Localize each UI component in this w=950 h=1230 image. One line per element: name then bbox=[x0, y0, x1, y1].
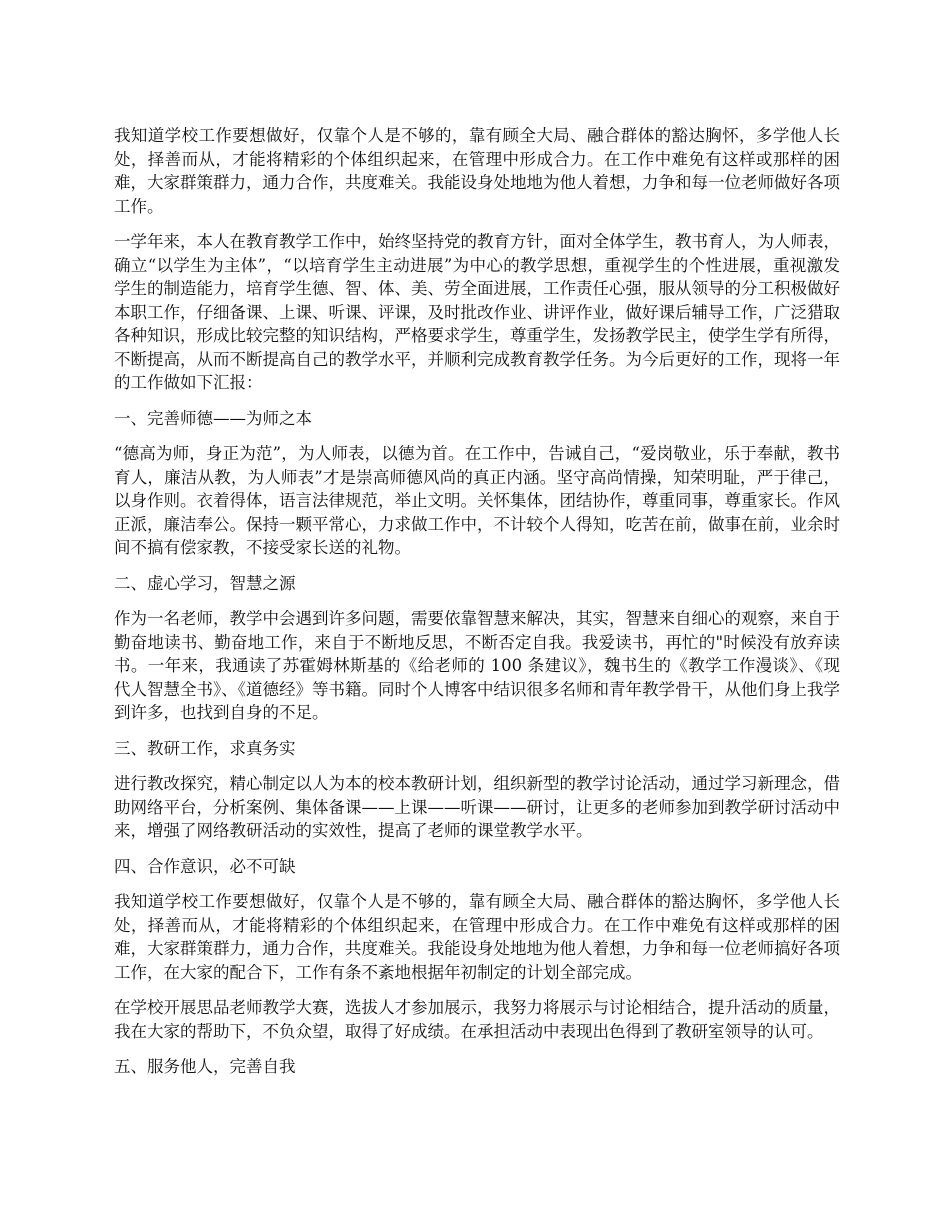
section-heading-5: 五、服务他人，完善自我 bbox=[114, 1057, 296, 1076]
paragraph-section-4a: 我知道学校工作要想做好，仅靠个人是不够的，靠有顾全大局、融合群体的豁达胸怀，多学他人长处，择善而从，才能将精彩的个体组织起来，在管理中形成合力。在工作中难免有这样或那样的困难，大家群策群力，通力合作，共度难关。我能设身处地地为他人着想，力争和每一位老师搞好各项工作，在大家的配合下，工作有条不紊地根据年初制定的计划全部完成。 bbox=[114, 892, 840, 982]
section-heading-3: 三、教研工作，求真务实 bbox=[114, 738, 296, 758]
section-heading-4: 四、合作意识，必不可缺 bbox=[114, 856, 296, 876]
section-heading-2: 二、虚心学习，智慧之源 bbox=[114, 573, 296, 593]
paragraph-section-1: “德高为师，身正为范”，为人师表，以德为首。在工作中，告诫自己，“爱岗敬业，乐于奉献，教书育人，廉洁从教，为人师表”才是崇高师德风尚的真正内涵。坚守高尚情操，知荣明耻，严于律己，以身作则。衣着得体，语言法律规范，举止文明。关怀集体，团结协作，尊重同事，尊重家长。作风正派，廉洁奉公。保持一颗平常心，力求做工作中，不计较个人得知，吃苦在前，做事在前，业余时间不搞有偿家教，不接受家长送的礼物。 bbox=[114, 444, 840, 557]
paragraph-section-2: 作为一名老师，教学中会遇到许多问题，需要依靠智慧来解决，其实，智慧来自细心的观察，来自于勤奋地读书、勤奋地工作，来自于不断地反思，不断否定自我。我爱读书，再忙的"时候没有放弃读书。一年来，我通读了苏霍姆林斯基的《给老师的 100 条建议》，魏书生的《教学工作漫谈》、《现代人智慧全书》、《道德经》等书籍。同时个人博客中结识很多名师和青年教学骨干，从他们身上我学到许多，也找到自身的不足。 bbox=[114, 609, 840, 722]
paragraph-intro-2: 一学年来，本人在教育教学工作中，始终坚持党的教育方针，面对全体学生，教书育人，为人师表，确立“以学生为主体”，“以培育学生主动进展”为中心的教学思想，重视学生的个性进展，重视激发学生的制造能力，培育学生德、智、体、美、劳全面进展，工作责任心强，服从领导的分工积极做好本职工作，仔细备课、上课、听课、评课，及时批改作业、讲评作业，做好课后辅导工作，广泛猎取各种知识，形成比较完整的知识结构，严格要求学生，尊重学生，发扬教学民主，使学生学有所得，不断提高，从而不断提高自己的教学水平，并顺利完成教育教学任务。为今后更好的工作，现将一年的工作做如下汇报： bbox=[114, 232, 840, 392]
paragraph-section-4b: 在学校开展思品老师教学大赛，选拔人才参加展示，我努力将展示与讨论相结合，提升活动的质量，我在大家的帮助下，不负众望，取得了好成绩。在承担活动中表现出色得到了教研室领导的认可。 bbox=[114, 998, 840, 1041]
section-heading-1: 一、完善师德——为师之本 bbox=[114, 408, 312, 428]
paragraph-section-3: 进行教改探究，精心制定以人为本的校本教研计划，组织新型的教学讨论活动，通过学习新理念，借助网络平台，分析案例、集体备课——上课——听课——研讨，让更多的老师参加到教学研讨活动中来，增强了网络教研活动的实效性，提高了老师的课堂教学水平。 bbox=[114, 774, 840, 840]
paragraph-intro-1: 我知道学校工作要想做好，仅靠个人是不够的，靠有顾全大局、融合群体的豁达胸怀，多学他人长处，择善而从，才能将精彩的个体组织起来，在管理中形成合力。在工作中难免有这样或那样的困难，大家群策群力，通力合作，共度难关。我能设身处地地为他人着想，力争和每一位老师做好各项工作。 bbox=[114, 126, 840, 216]
document-page bbox=[114, 124, 840, 1091]
